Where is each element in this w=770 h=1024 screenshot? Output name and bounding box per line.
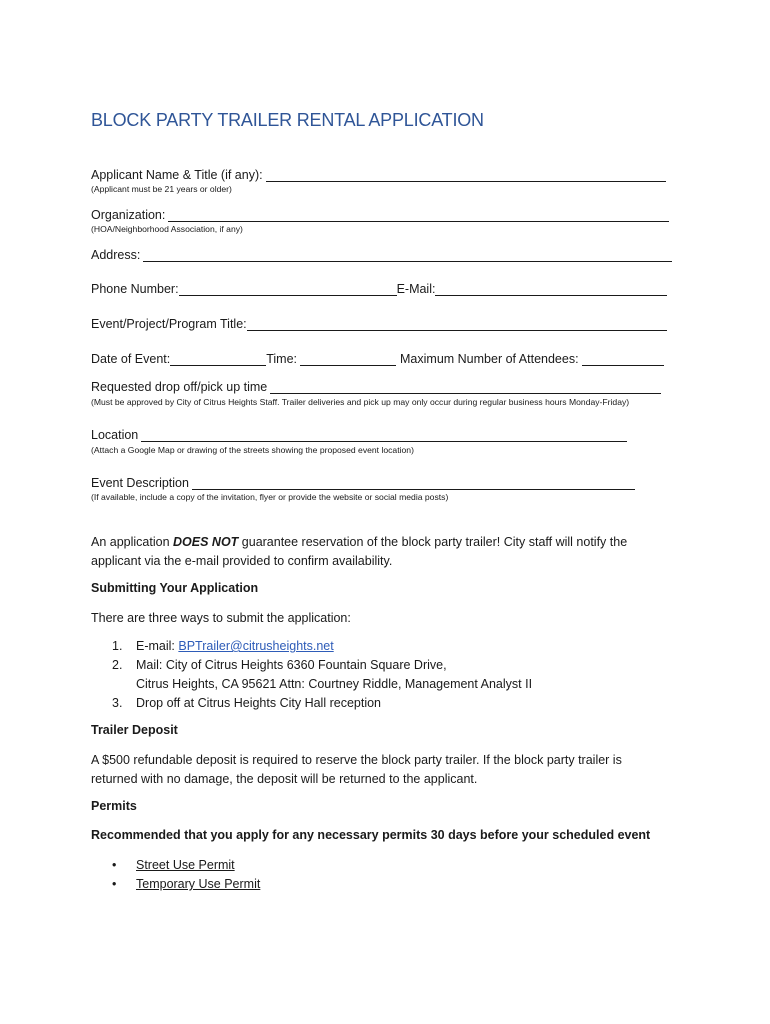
dropoff-method: Drop off at Citrus Heights City Hall reception (136, 696, 382, 710)
address-row (91, 248, 672, 262)
time-input[interactable] (300, 353, 396, 366)
address-input[interactable] (143, 249, 672, 262)
list-item (112, 694, 532, 713)
page-title: BLOCK PARTY TRAILER RENTAL APPLICATION (91, 110, 484, 130)
date-time-row (91, 352, 664, 366)
email-input[interactable] (435, 283, 667, 296)
mail-method-line2: Citrus Heights, CA 95621 Attn: Courtney Riddle, Management Analyst II (136, 677, 533, 691)
location-label: Location (91, 428, 139, 442)
list-item (112, 856, 260, 875)
attendees-input[interactable] (582, 353, 664, 366)
deposit-heading: Trailer Deposit (91, 723, 178, 737)
dropoff-row (91, 380, 661, 394)
organization-label: Organization: (91, 208, 166, 222)
event-title-row (91, 317, 667, 331)
description-row (91, 476, 635, 490)
location-input[interactable] (141, 429, 627, 442)
location-note: (Attach a Google Map or drawing of the streets showing the proposed event location) (91, 445, 414, 455)
applicant-note: (Applicant must be 21 years or older) (91, 184, 232, 194)
permits-heading: Permits (91, 799, 137, 813)
notice-emphasis: DOES NOT (173, 535, 239, 549)
permits-list (112, 856, 260, 894)
applicant-row (91, 168, 666, 182)
permits-recommendation: Recommended that you apply for any necessary permits 30 days before your scheduled event (91, 828, 651, 842)
mail-method-line1: Mail: City of Citrus Heights 6360 Fountain Square Drive, (136, 658, 447, 672)
street-use-permit-link[interactable]: Street Use Permit (136, 858, 235, 872)
submitting-heading: Submitting Your Application (91, 581, 259, 595)
time-label: Time: (266, 352, 298, 366)
submit-methods-list (112, 637, 532, 713)
notice-text-before: An application (91, 535, 174, 549)
dropoff-input[interactable] (270, 381, 661, 394)
email-method-prefix: E-mail: (136, 639, 179, 653)
location-row (91, 428, 627, 442)
temporary-use-permit-link[interactable]: Temporary Use Permit (136, 877, 261, 891)
organization-input[interactable] (168, 209, 669, 222)
list-item (112, 656, 532, 694)
dropoff-note: (Must be approved by City of Citrus Heights Staff. Trailer deliveries and pick up may only occur during regular business hours Monday-Friday) (91, 397, 630, 407)
email-link[interactable]: BPTrailer@citrusheights.net (178, 639, 334, 653)
email-label: E-Mail: (396, 282, 436, 296)
list-number: 3. (112, 696, 123, 710)
list-item (112, 875, 260, 894)
phone-input[interactable] (179, 283, 397, 296)
address-label: Address: (91, 248, 141, 262)
submitting-intro: There are three ways to submit the application: (91, 611, 351, 625)
organization-note: (HOA/Neighborhood Association, if any) (91, 224, 243, 234)
phone-label: Phone Number: (91, 282, 179, 296)
phone-email-row (91, 282, 667, 296)
event-title-label: Event/Project/Program Title: (91, 317, 247, 331)
list-number: 2. (112, 658, 123, 672)
attendees-label: Maximum Number of Attendees: (400, 352, 579, 366)
list-item (112, 637, 532, 656)
date-label: Date of Event: (91, 352, 171, 366)
description-note: (If available, include a copy of the invitation, flyer or provide the website or social media posts) (91, 492, 449, 502)
bullet: • (112, 858, 117, 872)
list-number: 1. (112, 639, 123, 653)
date-input[interactable] (170, 353, 266, 366)
availability-notice (91, 533, 651, 571)
description-label: Event Description (91, 476, 189, 490)
notice-text-after: guarantee reservation of the block party trailer! City staff will notify the applicant via the e-mail provided to confirm availability. (91, 535, 628, 568)
event-title-input[interactable] (247, 318, 667, 331)
dropoff-label: Requested drop off/pick up time (91, 380, 268, 394)
applicant-label: Applicant Name & Title (if any): (91, 168, 263, 182)
organization-row (91, 208, 669, 222)
applicant-input[interactable] (266, 169, 666, 182)
bullet: • (112, 877, 117, 891)
description-input[interactable] (192, 477, 635, 490)
deposit-text: A $500 refundable deposit is required to reserve the block party trailer. If the block party trailer is returned with no damage, the deposit will be returned to the applicant. (91, 753, 622, 786)
